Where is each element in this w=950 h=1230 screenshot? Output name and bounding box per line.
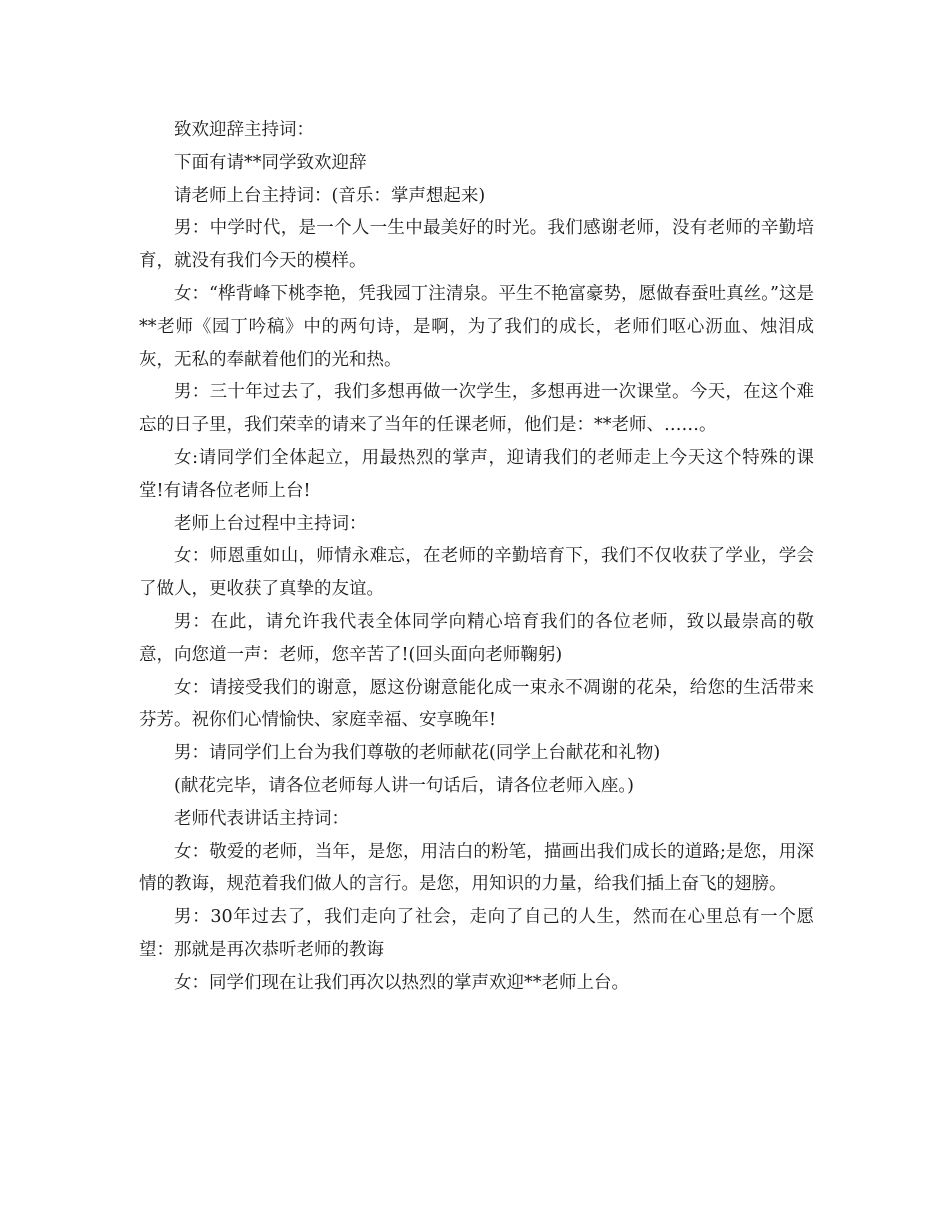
paragraph-welcome-speech-heading: 致欢迎辞主持词： [174,120,314,140]
paragraph-invite-welcome: 下面有请**同学致欢迎辞 [174,152,367,173]
paragraph-female-4: 女：请接受我们的谢意，愿这份谢意能化成一束永不凋谢的花朵，给您的生活带来芬芳。祝你们心情愉快、家庭幸福、安享晚年! [139,677,814,731]
paragraph-male-5: 男：30年过去了，我们走向了社会，走向了自己的人生，然而在心里总有一个愿望：那就是再次恭听老师的教诲 [139,907,814,960]
paragraph-male-2: 男：三十年过去了，我们多想再做一次学生，多想再进一次课堂。今天，在这个难忘的日子里，我们荣幸的请来了当年的任课老师，他们是：**老师、……。 [139,382,814,436]
paragraph-male-3: 男：在此，请允许我代表全体同学向精心培育我们的各位老师，致以最崇高的敬意，向您道一声：老师，您辛苦了!(回头面向老师鞠躬) [139,611,814,665]
paragraph-female-3: 女：师恩重如山，师情永难忘，在老师的辛勤培育下，我们不仅收获了学业，学会了做人，更收获了真挚的友谊。 [139,546,814,600]
paragraph-male-4: 男：请同学们上台为我们尊敬的老师献花(同学上台献花和礼物) [174,743,661,764]
paragraph-female-6: 女：同学们现在让我们再次以热烈的掌声欢迎**老师上台。 [174,972,629,993]
paragraph-male-1: 男：中学时代，是一个人一生中最美好的时光。我们感谢老师，没有老师的辛勤培育，就没有我们今天的模样。 [139,218,814,272]
paragraph-teacher-speech-heading: 老师代表讲话主持词： [174,808,349,829]
paragraph-teachers-on-stage-heading: 请老师上台主持词：(音乐：掌声想起来) [174,185,486,206]
paragraph-female-5: 女：敬爱的老师，当年，是您，用洁白的粉笔，描画出我们成长的道路;是您，用深情的教诲，规范着我们做人的言行。是您，用知识的力量，给我们插上奋飞的翅膀。 [139,841,814,895]
paragraph-female-2: 女:请同学们全体起立，用最热烈的掌声，迎请我们的老师走上今天这个特殊的课堂!有请各位老师上台! [139,447,814,501]
paragraph-flowers-note: (献花完毕，请各位老师每人讲一句话后，请各位老师入座。) [174,775,634,796]
paragraph-female-1: 女：“桦背峰下桃李艳，凭我园丁注清泉。平生不艳富豪势，愿做春蚕吐真丝。”这是**老师《园丁吟稿》中的两句诗，是啊，为了我们的成长，老师们呕心沥血、烛泪成灰，无私的奉献着他们的光和热。 [139,283,814,370]
document-body [139,114,814,1000]
paragraph-during-stage-heading: 老师上台过程中主持词： [174,513,367,534]
